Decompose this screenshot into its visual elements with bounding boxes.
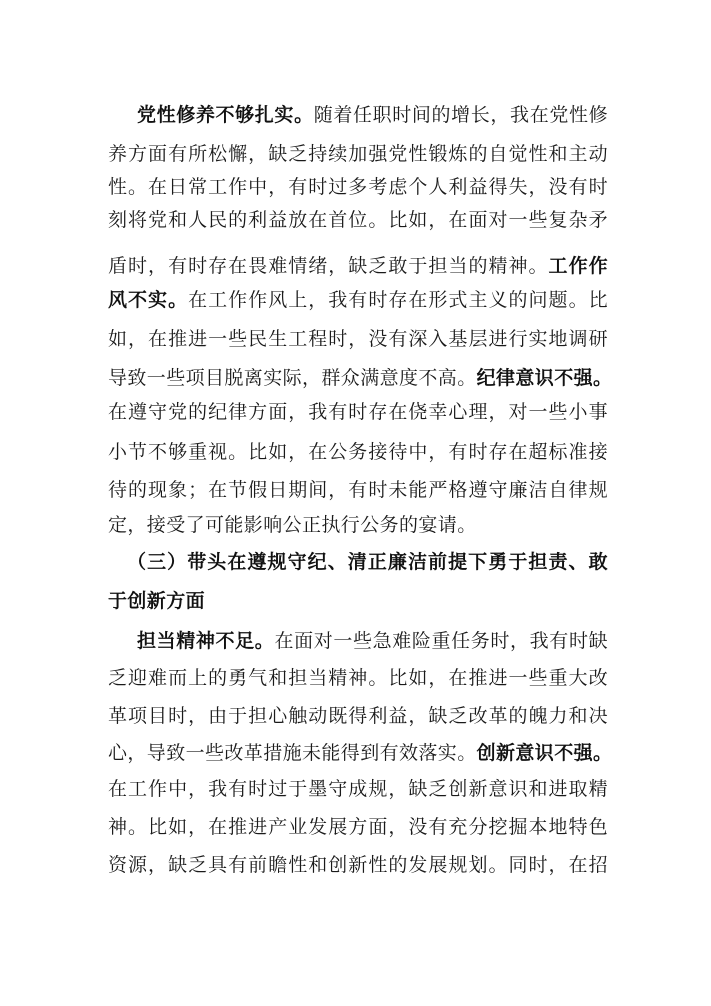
text-line bbox=[108, 702, 608, 730]
text-line bbox=[108, 325, 608, 353]
text-line bbox=[108, 739, 613, 767]
text-line bbox=[108, 364, 613, 392]
bold-text-run: 于创新方面 bbox=[108, 590, 206, 612]
text-run: 神。比如，在推进产业发展方面，没有充分挖掘本地特色 bbox=[108, 816, 608, 838]
text-line bbox=[108, 173, 608, 201]
text-run: 如，在推进一些民生工程时，没有深入基层进行实地调研 bbox=[108, 328, 608, 350]
text-run: 小节不够重视。比如，在公务接待中，有时存在超标准接 bbox=[108, 441, 608, 463]
bold-text-run: 工作作 bbox=[548, 255, 608, 277]
text-run: 随着任职时间的增长，我在党性修 bbox=[313, 104, 608, 126]
section-heading-line bbox=[108, 587, 608, 615]
text-line bbox=[108, 511, 608, 539]
text-line bbox=[108, 476, 608, 504]
text-run: 在面对一些急难险重任务时，我有时缺 bbox=[274, 630, 608, 652]
text-line bbox=[108, 140, 608, 168]
text-run: 在工作作风上，我有时存在形式主义的问题。比 bbox=[188, 289, 608, 311]
bold-text-run: 担当精神不足。 bbox=[137, 630, 275, 652]
text-run: 刻将党和人民的利益放在首位。比如，在面对一些复杂矛 bbox=[108, 209, 608, 231]
bold-text-run: 风不实。 bbox=[108, 289, 189, 311]
text-run: 心，导致一些改革措施未能得到有效落实。 bbox=[108, 742, 477, 764]
text-run: 待的现象；在节假日期间，有时未能严格遵守廉洁自律规 bbox=[108, 479, 608, 501]
text-line bbox=[137, 101, 608, 129]
text-run: 性。在日常工作中，有时过多考虑个人利益得失，没有时 bbox=[108, 176, 608, 198]
text-line bbox=[108, 286, 608, 314]
bold-text-run: 党性修养不够扎实。 bbox=[137, 104, 314, 126]
bold-text-run: 创新意识不强。 bbox=[476, 742, 613, 764]
text-run: 资源，缺乏具有前瞻性和创新性的发展规划。同时，在招 bbox=[108, 854, 608, 876]
text-line bbox=[108, 813, 608, 841]
text-run: 在遵守党的纪律方面，我有时存在侥幸心理，对一些小事 bbox=[108, 401, 608, 423]
text-line bbox=[108, 664, 608, 692]
text-run: 定，接受了可能影响公正执行公务的宴请。 bbox=[108, 514, 477, 536]
section-heading-line bbox=[127, 548, 608, 576]
text-line bbox=[108, 206, 608, 234]
text-line bbox=[108, 775, 608, 803]
bold-text-run: 纪律意识不强。 bbox=[476, 367, 613, 389]
text-run: 导致一些项目脱离实际，群众满意度不高。 bbox=[108, 367, 477, 389]
text-run: 革项目时，由于担心触动既得利益，缺乏改革的魄力和决 bbox=[108, 705, 608, 727]
text-line bbox=[108, 398, 608, 426]
text-line bbox=[108, 252, 608, 280]
text-run: 养方面有所松懈，缺乏持续加强党性锻炼的自觉性和主动 bbox=[108, 143, 608, 165]
text-run: 在工作中，我有时过于墨守成规，缺乏创新意识和进取精 bbox=[108, 778, 608, 800]
text-line bbox=[108, 851, 608, 879]
bold-text-run: （三）带头在遵规守纪、清正廉洁前提下勇于担责、敢 bbox=[127, 551, 608, 573]
text-line bbox=[108, 438, 608, 466]
text-line bbox=[137, 627, 608, 655]
text-run: 乏迎难而上的勇气和担当精神。比如，在推进一些重大改 bbox=[108, 667, 608, 689]
text-run: 盾时，有时存在畏难情绪，缺乏敢于担当的精神。 bbox=[108, 255, 549, 277]
